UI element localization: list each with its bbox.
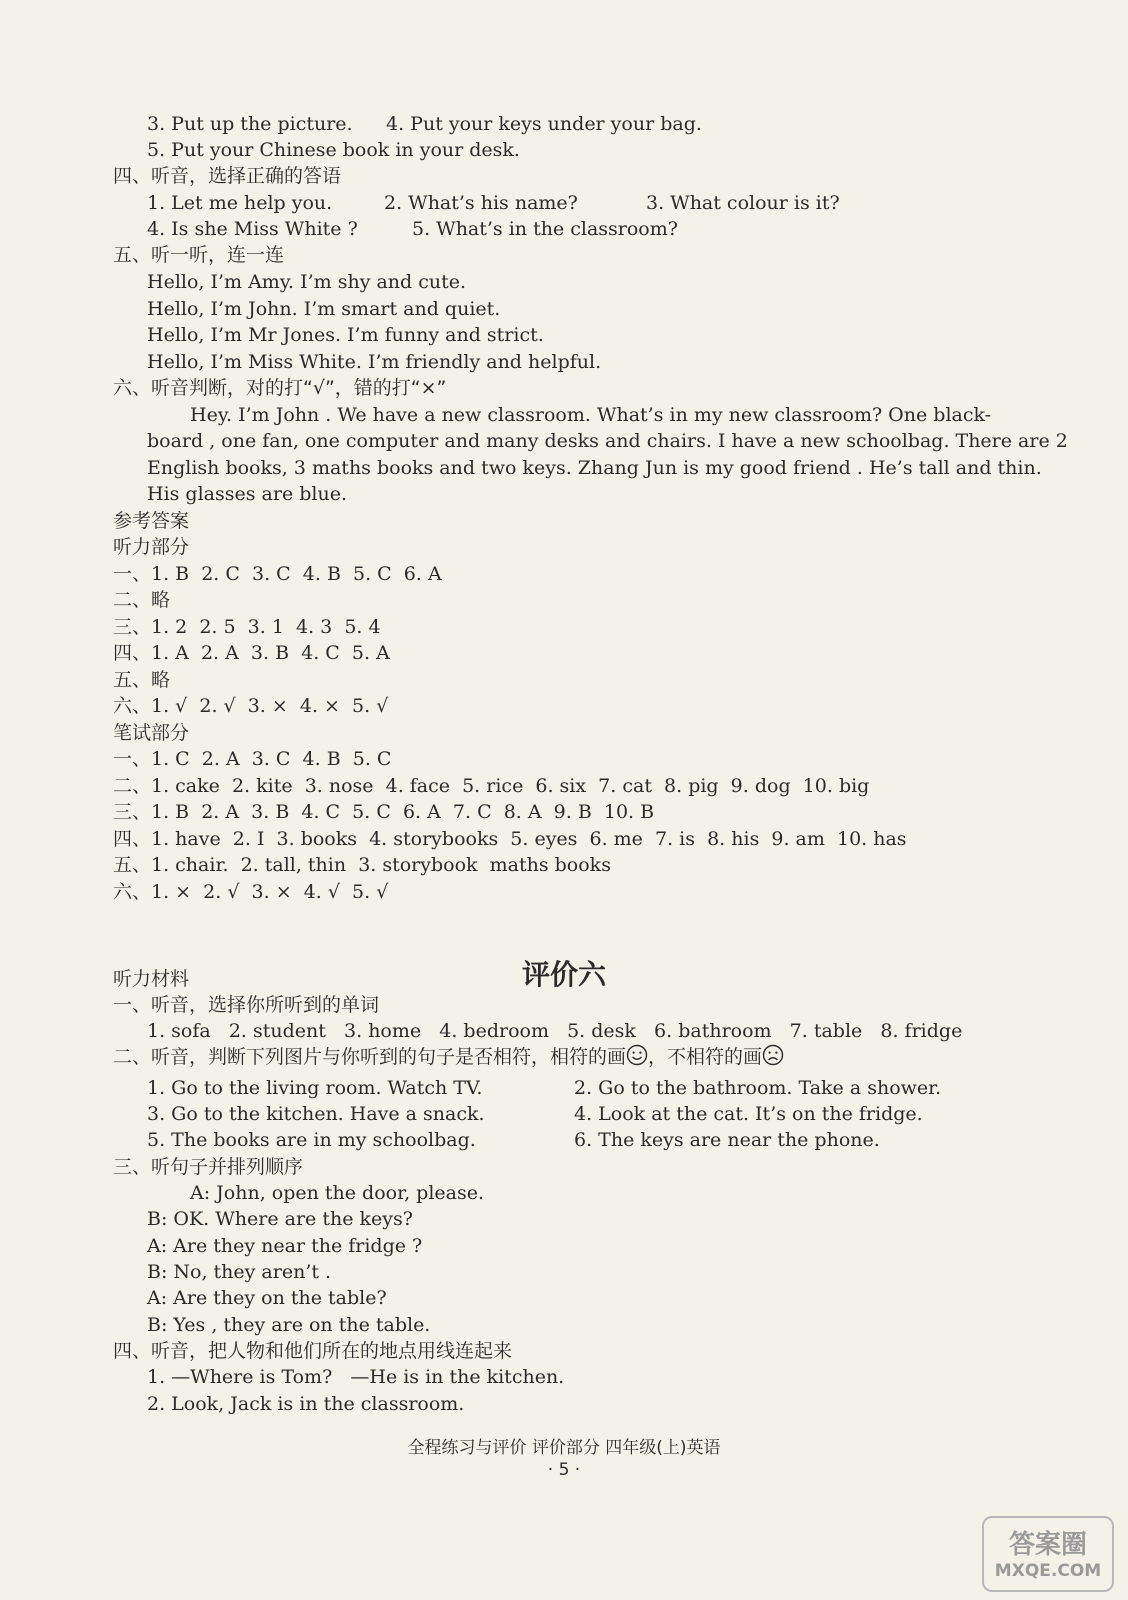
passage-line: His glasses are blue. [147, 483, 347, 505]
dialogue-line: B: No, they aren’t . [147, 1261, 332, 1283]
material-title: 听力材料 [113, 968, 190, 990]
section-heading: 四、听音，把人物和他们所在的地点用线连起来 [113, 1340, 513, 1362]
question-item: 3. What colour is it? [646, 192, 840, 214]
dialogue-line: A: Are they near the fridge ? [147, 1235, 423, 1257]
intro-line: Hello, I’m Amy. I’m shy and cute. [147, 271, 467, 293]
sentence-item: 4. Look at the cat. It’s on the fridge. [574, 1103, 923, 1125]
answer-line: 三、1. B 2. A 3. B 4. C 5. C 6. A 7. C 8. A 9. B 10. B [113, 801, 655, 823]
listening-title: 听力部分 [113, 536, 190, 558]
answer-line: 四、1. have 2. I 3. books 4. storybooks 5. eyes 6. me 7. is 8. his 9. am 10. has [113, 828, 907, 850]
heading-part: ，不相符的画 [648, 1046, 763, 1068]
answer-line: 二、1. cake 2. kite 3. nose 4. face 5. rice 6. six 7. cat 8. pig 9. dog 10. big [113, 775, 870, 797]
passage-line: English books, 3 maths books and two keys. Zhang Jun is my good friend . He’s tall and thin. [147, 457, 1042, 479]
section-heading: 五、听一听，连一连 [113, 244, 285, 266]
command-item: 3. Put up the picture. [147, 113, 353, 135]
heading-part: 二、听音，判断下列图片与你听到的句子是否相符，相符的画 [113, 1046, 627, 1068]
dialogue-line: B: OK. Where are the keys? [147, 1208, 413, 1230]
watermark-logo [982, 1516, 1114, 1592]
section-heading: 四、听音，选择正确的答语 [113, 165, 342, 187]
question-item: 5. What’s in the classroom? [412, 218, 678, 240]
answer-line: 二、略 [113, 589, 171, 611]
watermark-top: 答案圈 [1008, 1530, 1087, 1560]
sentence-item: 6. The keys are near the phone. [574, 1129, 880, 1151]
answer-line: 五、1. chair. 2. tall, thin 3. storybook maths books [113, 854, 611, 876]
question-item: 4. Is she Miss White ? [147, 218, 358, 240]
sentence-item: 2. Go to the bathroom. Take a shower. [574, 1077, 942, 1099]
answer-line: 一、1. B 2. C 3. C 4. B 5. C 6. A [113, 563, 442, 585]
command-item: 4. Put your keys under your bag. [386, 113, 702, 135]
intro-line: Hello, I’m Mr Jones. I’m funny and strict. [147, 324, 544, 346]
written-title: 笔试部分 [113, 722, 190, 744]
footer-book-title: 全程练习与评价 评价部分 四年级(上)英语 [407, 1438, 721, 1458]
answers-title: 参考答案 [113, 510, 190, 532]
dialogue-line: B: Yes , they are on the table. [147, 1314, 431, 1336]
dialogue-line: 2. Look, Jack is in the classroom. [147, 1393, 465, 1415]
sad-face-icon [762, 1044, 784, 1066]
dialogue-line: A: Are they on the table? [147, 1287, 387, 1309]
sentence-item: 3. Go to the kitchen. Have a snack. [147, 1103, 485, 1125]
intro-line: Hello, I’m Miss White. I’m friendly and helpful. [147, 351, 602, 373]
section-heading: 六、听音判断，对的打“√”，错的打“×” [113, 377, 447, 399]
dialogue-line: 1. —Where is Tom? —He is in the kitchen. [147, 1366, 565, 1388]
question-item: 2. What’s his name? [384, 192, 578, 214]
smile-face-icon [626, 1044, 648, 1066]
question-item: 1. Let me help you. [147, 192, 333, 214]
section-heading: 一、听音，选择你所听到的单词 [113, 994, 380, 1016]
intro-line: Hello, I’m John. I’m smart and quiet. [147, 298, 501, 320]
answer-line: 三、1. 2 2. 5 3. 1 4. 3 5. 4 [113, 616, 381, 638]
word-list: 1. sofa 2. student 3. home 4. bedroom 5. desk 6. bathroom 7. table 8. fridge [147, 1020, 963, 1042]
command-item: 5. Put your Chinese book in your desk. [147, 139, 520, 161]
answer-line: 六、1. × 2. √ 3. × 4. √ 5. √ [113, 881, 389, 903]
answer-line: 六、1. √ 2. √ 3. × 4. × 5. √ [113, 695, 389, 717]
section-heading: 三、听句子并排列顺序 [113, 1156, 304, 1178]
watermark-bottom: MXQE.COM [994, 1561, 1102, 1581]
page-number: · 5 · [547, 1460, 581, 1480]
answer-line: 一、1. C 2. A 3. C 4. B 5. C [113, 748, 392, 770]
answer-line: 四、1. A 2. A 3. B 4. C 5. A [113, 642, 390, 664]
passage-line: board , one fan, one computer and many desks and chairs. I have a new schoolbag. There are 2 [147, 430, 1068, 452]
sentence-item: 5. The books are in my schoolbag. [147, 1129, 476, 1151]
dialogue-line: A: John, open the door, please. [190, 1182, 485, 1204]
section-title: 评价六 [521, 958, 606, 991]
answer-line: 五、略 [113, 669, 171, 691]
sentence-item: 1. Go to the living room. Watch TV. [147, 1077, 483, 1099]
passage-line: Hey. I’m John . We have a new classroom. What’s in my new classroom? One black- [190, 404, 992, 426]
section-heading [113, 1044, 784, 1070]
